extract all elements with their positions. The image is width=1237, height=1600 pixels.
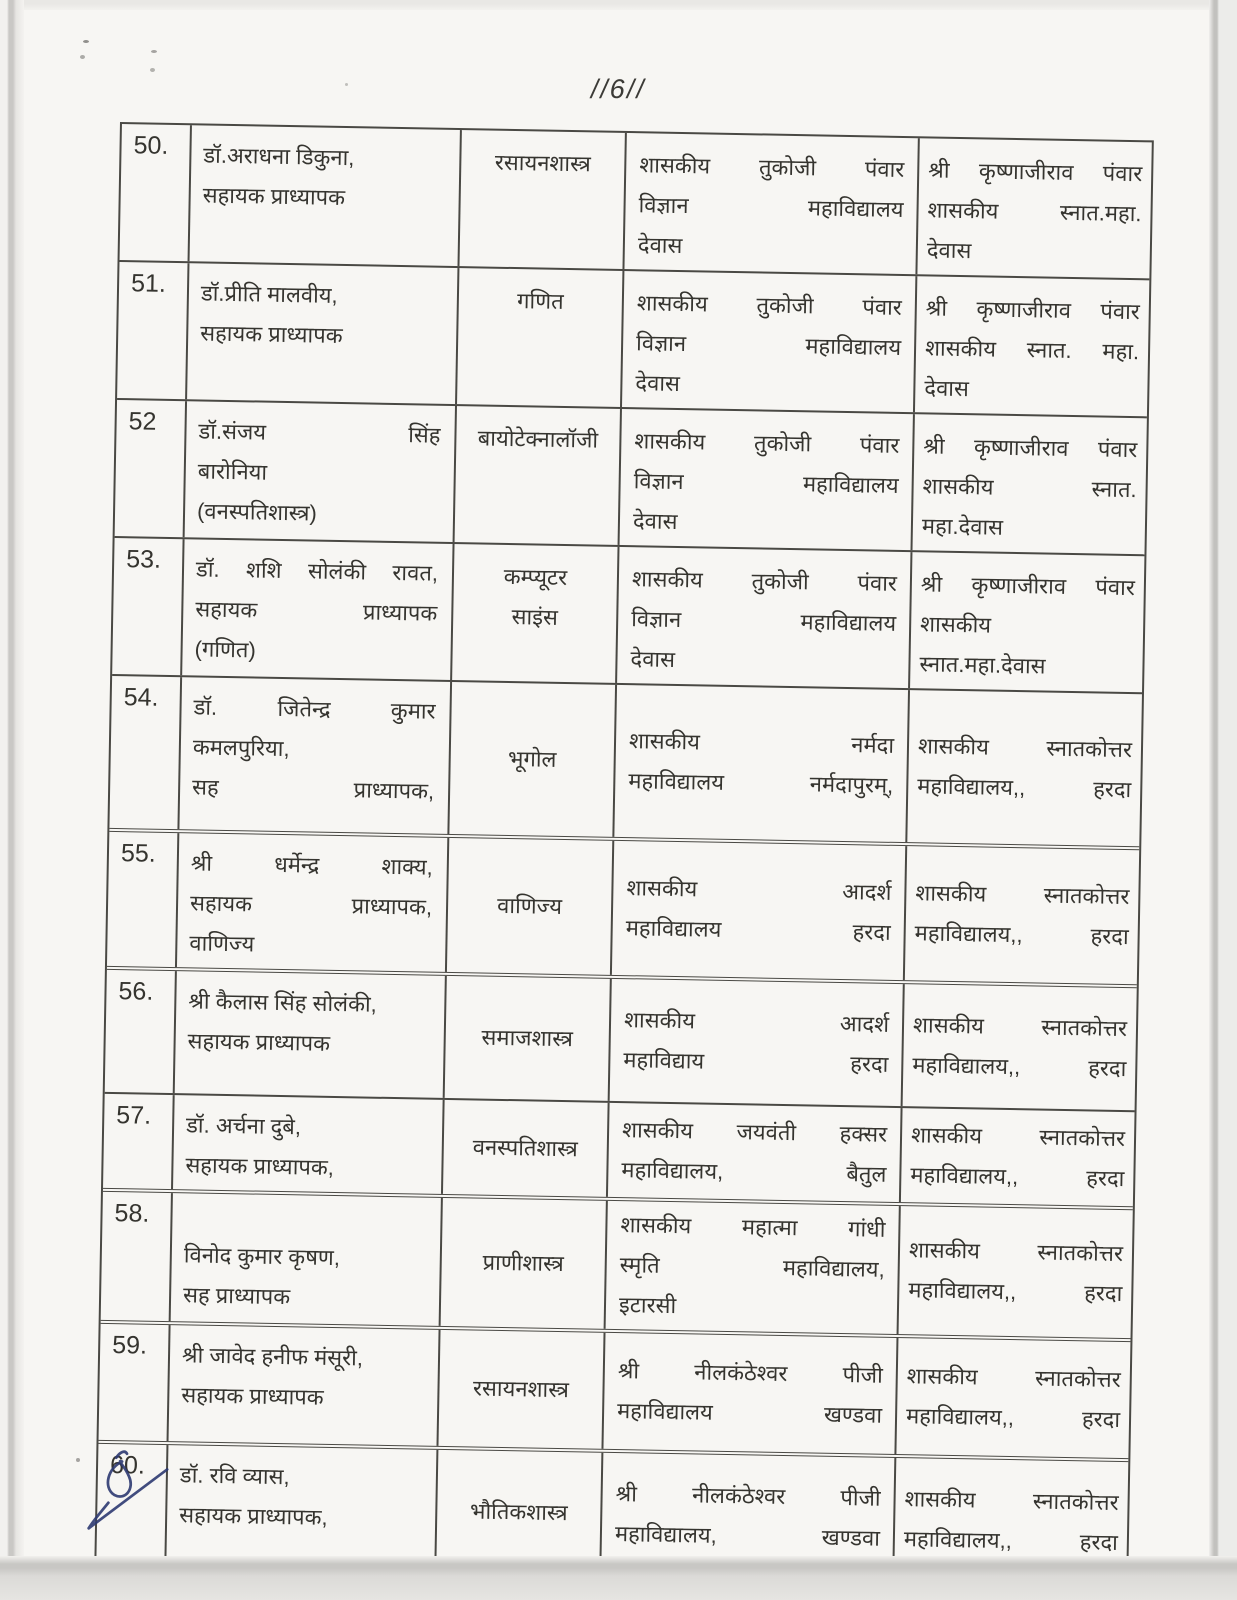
subject-cell: भूगोल [447, 682, 615, 837]
table-row [120, 124, 1152, 278]
table-row [99, 1320, 1131, 1458]
to-college-cell: श्री कृष्णाजीराव पंवार शासकीय स्नात. महा.देवास [911, 414, 1147, 554]
subject-cell: रसायनशास्त्र [436, 1330, 603, 1449]
from-college-cell: श्री नीलकंठेश्वर पीजी महाविद्यालय खण्डवा [601, 1333, 896, 1454]
table-row [117, 260, 1149, 416]
subject-cell: बायोटेक्नालॉजी [453, 406, 620, 545]
name-cell: डॉ.अराधना डिकुना, सहायक प्राध्यापक [188, 125, 460, 266]
table-row [101, 1188, 1133, 1338]
to-college-cell: शासकीय स्नातकोत्तर महाविद्यालय,, हरदा [894, 1338, 1130, 1458]
serial-cell: 60. [109, 1451, 146, 1480]
signature-mark [76, 1442, 176, 1540]
serial-cell: 55. [120, 839, 156, 868]
name-cell: विनोद कुमार कृषण, सह प्राध्यापक [169, 1193, 441, 1326]
name-cell: डॉ. अर्चना दुबे, सहायक प्राध्यापक, [171, 1095, 443, 1194]
subject-cell: गणित [455, 268, 622, 407]
subject-cell: रसायनशास्त्र [457, 130, 624, 269]
serial-cell: 52 [128, 407, 157, 436]
transfer-table [94, 122, 1154, 1586]
name-cell: डॉ. शशि सोलंकी रावत, सहायक प्राध्यापक (गणित) [180, 539, 452, 680]
table-row [107, 828, 1139, 984]
from-college-cell: शासकीय तुकोजी पंवार विज्ञान महाविद्यालय देवास [618, 409, 913, 550]
ink-speck [80, 55, 85, 59]
from-college-cell: शासकीय नर्मदा महाविद्यालय नर्मदापुरम्, [612, 685, 908, 842]
subject-cell: वनस्पतिशास्त्र [441, 1100, 608, 1197]
serial-cell: 56. [118, 977, 154, 1006]
serial-cell: 54. [123, 683, 159, 712]
from-college-cell: शासकीय तुकोजी पंवार विज्ञान महाविद्यालय देवास [622, 133, 917, 274]
name-cell: डॉ.प्रीति मालवीय, सहायक प्राध्यापक [185, 263, 457, 404]
from-college-cell: शासकीय जयवंती हक्सर महाविद्यालय, बैतुल [606, 1103, 901, 1202]
scan-edge-right [1209, 0, 1237, 1600]
ink-speck [150, 68, 155, 72]
to-college-cell: शासकीय स्नातकोत्तर महाविद्यालय,, हरदा [901, 984, 1137, 1110]
table-row [115, 398, 1147, 554]
ink-speck [76, 1458, 80, 1462]
name-cell: डॉ.संजय सिंह बारोनिया (वनस्पतिशास्त्र) [183, 401, 455, 542]
table-row [96, 1440, 1128, 1584]
to-college-cell: शासकीय स्नातकोत्तर महाविद्यालय,, हरदा [905, 690, 1142, 846]
name-cell: श्री कैलास सिंह सोलंकी, सहायक प्राध्यापक [173, 971, 445, 1098]
name-cell: श्री जावेद हनीफ मंसूरी, सहायक प्राध्यापक [167, 1325, 439, 1446]
table-row [105, 966, 1137, 1110]
to-college-cell: शासकीय स्नातकोत्तर महाविद्यालय,, हरदा [903, 846, 1139, 984]
to-college-cell: शासकीय स्नातकोत्तर महाविद्यालय,, हरदा [892, 1458, 1128, 1584]
scan-edge-top [0, 0, 1237, 10]
to-college-cell: शासकीय स्नातकोत्तर महाविद्यालय,, हरदा [899, 1108, 1135, 1206]
name-cell: डॉ. रवि व्यास, सहायक प्राध्यापक, [164, 1445, 436, 1572]
to-college-cell: श्री कृष्णाजीराव पंवार शासकीय स्नात.महा.देवास [908, 552, 1144, 692]
serial-cell: 50. [133, 131, 169, 160]
to-college-cell: श्री कृष्णाजीराव पंवार शासकीय स्नात.महा. देवास [915, 138, 1151, 278]
serial-cell: 53. [125, 545, 162, 574]
page-number: //6// [588, 74, 649, 104]
scan-edge-left [0, 0, 24, 1600]
from-college-cell: शासकीय तुकोजी पंवार विज्ञान महाविद्यालय देवास [615, 547, 910, 688]
subject-cell: वाणिज्य [445, 838, 612, 975]
name-cell: डॉ. जितेन्द्र कुमार कमलपुरिया, सह प्राध्यापक, [177, 677, 450, 834]
from-college-cell: शासकीय आदर्श महाविद्याय हरदा [608, 979, 903, 1106]
from-college-cell: श्री नीलकंठेश्वर पीजी महाविद्यालय, खण्डवा [599, 1453, 894, 1580]
to-college-cell: श्री कृष्णाजीराव पंवार शासकीय स्नात. महा. देवास [913, 276, 1149, 416]
to-college-cell: शासकीय स्नातकोत्तर महाविद्यालय,, हरदा [897, 1206, 1133, 1338]
table-row [103, 1092, 1135, 1206]
subject-cell: भौतिकशास्त्र [434, 1450, 601, 1575]
serial-cell: 51. [130, 269, 167, 298]
subject-cell: समाजशास्त्र [443, 976, 610, 1101]
from-college-cell: शासकीय महात्मा गांधी स्मृति महाविद्यालय, इटारसी [604, 1201, 899, 1334]
serial-cell: 59. [111, 1331, 148, 1360]
table-row [109, 674, 1142, 846]
name-cell: श्री धर्मेन्द्र शाक्य, सहायक प्राध्यापक, वाणिज्य [175, 833, 447, 972]
table-row [112, 536, 1144, 692]
ink-speck [151, 50, 157, 53]
ink-speck [345, 83, 348, 86]
subject-cell: कम्प्यूटर साइंस [450, 544, 617, 683]
from-college-cell: शासकीय आदर्श महाविद्यालय हरदा [610, 841, 905, 980]
from-college-cell: शासकीय तुकोजी पंवार विज्ञान महाविद्यालय देवास [620, 271, 915, 412]
serial-cell: 57. [116, 1101, 152, 1130]
ink-speck [83, 40, 89, 43]
serial-cell: 58. [114, 1199, 150, 1228]
subject-cell: प्राणीशास्त्र [439, 1198, 606, 1329]
